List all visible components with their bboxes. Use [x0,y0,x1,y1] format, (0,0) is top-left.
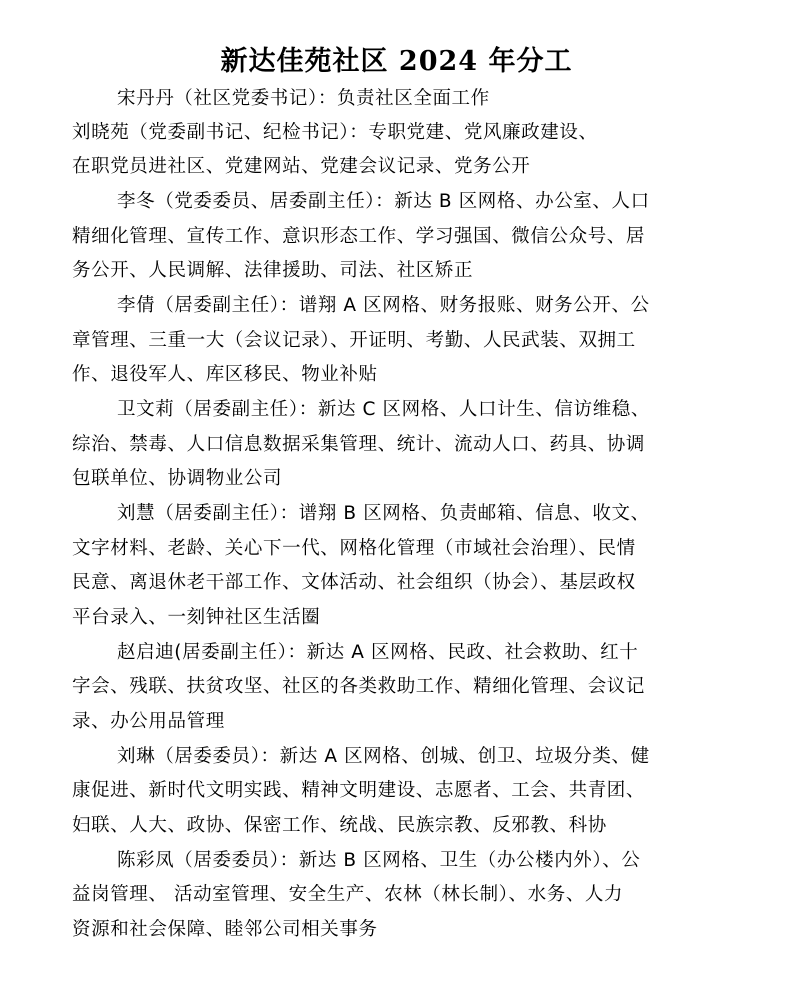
duty-line-20: 刘琳（居委委员）：新达 A 区网格、创城、创卫、垃圾分类、健 [117,746,650,767]
duty-line-11: 综治、禁毒、人口信息数据采集管理、统计、流动人口、药具、协调 [72,434,646,455]
duty-line-23: 陈彩凤（居委委员）：新达 B 区网格、卫生（办公楼内外）、公 [117,850,641,871]
duty-line-17: 赵启迪(居委副主任）：新达 A 区网格、民政、社会救助、红十 [117,642,639,663]
duty-line-19: 录、办公用品管理 [72,711,225,732]
duty-line-21: 康促进、新时代文明实践、精神文明建设、志愿者、工会、共青团、 [72,780,646,801]
duty-line-2: 刘晓苑（党委副书记、纪检书记）：专职党建、党风廉政建设、 [72,122,598,143]
duty-line-4: 李冬（党委委员、居委副主任）：新达 B 区网格、办公室、人口 [117,191,650,212]
duty-line-25: 资源和社会保障、睦邻公司相关事务 [72,919,378,940]
duty-line-12: 包联单位、协调物业公司 [72,468,283,489]
duty-line-22: 妇联、人大、政协、保密工作、统战、民族宗教、反邪教、科协 [72,815,607,836]
duty-line-6: 务公开、人民调解、法律援助、司法、社区矫正 [72,260,474,281]
duty-line-9: 作、退役军人、库区移民、物业补贴 [72,364,378,385]
duty-line-13: 刘慧（居委副主任）：谱翔 B 区网格、负责邮箱、信息、收文、 [117,503,650,524]
duty-line-5: 精细化管理、宣传工作、意识形态工作、学习强国、微信公众号、居 [72,226,646,247]
duty-line-18: 字会、残联、扶贫攻坚、社区的各类救助工作、精细化管理、会议记 [72,676,646,697]
document-title: 新达佳苑社区 2024 年分工 [220,46,573,77]
duty-line-1: 宋丹丹（社区党委书记）：负责社区全面工作 [117,88,490,109]
duty-line-8: 章管理、三重一大（会议记录）、开证明、考勤、人民武装、双拥工 [72,330,636,351]
duty-line-3: 在职党员进社区、党建网站、党建会议记录、党务公开 [72,156,531,177]
duty-line-24: 益岗管理、 活动室管理、安全生产、农林（林长制）、水务、人力 [72,884,624,905]
duty-line-16: 平台录入、一刻钟社区生活圈 [72,607,321,628]
duty-line-15: 民意、离退休老干部工作、文体活动、社会组织（协会）、基层政权 [72,572,636,593]
duty-line-14: 文字材料、老龄、关心下一代、网格化管理（市域社会治理）、民情 [72,538,636,559]
duty-line-10: 卫文莉（居委副主任）：新达 C 区网格、人口计生、信访维稳、 [117,399,650,420]
duty-line-7: 李倩（居委副主任）：谱翔 A 区网格、财务报账、财务公开、公 [117,295,650,316]
